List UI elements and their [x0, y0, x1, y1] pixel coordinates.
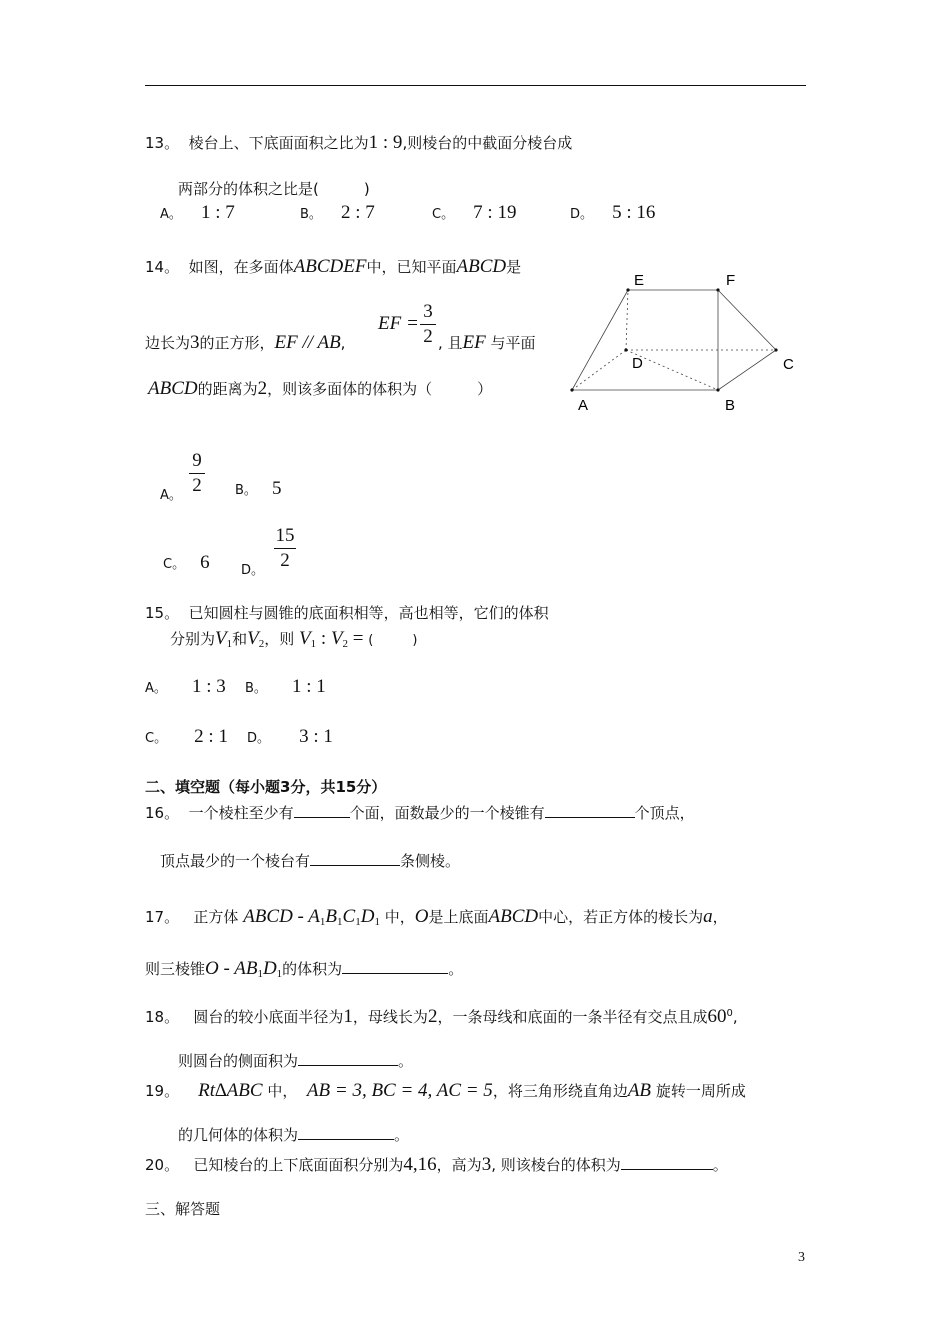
- q13-option-b[interactable]: B。 2 : 7: [300, 202, 375, 223]
- q15-line1: 15。 已知圆柱与圆锥的底面积相等，高也相等，它们的体积: [145, 604, 549, 622]
- section-answer-heading: 三、解答题: [145, 1200, 221, 1218]
- vertex-e-label: E: [634, 272, 645, 289]
- q14-line1: 14。 如图，在多面体ABCDEF中，已知平面ABCD是: [145, 256, 522, 277]
- vertex-d-label: D: [632, 355, 643, 372]
- section-fill-in-blank-heading: 二、填空题（每小题3分，共15分）: [145, 778, 387, 796]
- q13-option-d[interactable]: D。 5 : 16: [570, 202, 656, 223]
- q13-number: 13。: [145, 134, 180, 152]
- q14-option-a-fraction[interactable]: 9 2: [189, 450, 205, 497]
- q14-polyhedron: ABCDEF: [293, 256, 367, 277]
- q16-blank-1[interactable]: [294, 803, 350, 818]
- page-number: 3: [798, 1250, 805, 1265]
- q20-line1: 20。 已知棱台的上下底面面积分别为4,16，高为3, 则该棱台的体积为 。: [145, 1154, 728, 1175]
- q14-option-c[interactable]: C。 6: [163, 552, 210, 573]
- q18-blank[interactable]: [298, 1051, 398, 1066]
- vertex-c-label: C: [783, 356, 794, 373]
- q15-option-a[interactable]: A。 1 : 3: [145, 676, 226, 697]
- q19-blank[interactable]: [298, 1125, 394, 1140]
- q13-ratio: 1 : 9: [368, 132, 403, 153]
- q13-line2: 两部分的体积之比是( ): [178, 180, 370, 198]
- q13-line1: 13。 棱台上、下底面面积之比为1 : 9,则棱台的中截面分棱台成: [145, 132, 573, 153]
- q17-blank[interactable]: [342, 959, 448, 974]
- vertex-f-label: F: [726, 272, 736, 289]
- q14-line3: ABCD的距离为2，则该多面体的体积为（ ）: [148, 378, 493, 399]
- q14-option-d-fraction[interactable]: 15 2: [275, 525, 295, 571]
- q19-line1: 19。 Rt∆ABC 中， AB = 3, BC = 4, AC = 5，将三角形绕直角边AB 旋转一周所成: [145, 1080, 746, 1101]
- q20-blank[interactable]: [621, 1155, 713, 1170]
- q13-option-a[interactable]: A。 1 : 7: [160, 202, 235, 223]
- q15-line2: 分别为$V_1$和$V_2$，则 $V_1$ : $V_2$ = ( ): [170, 628, 418, 650]
- q18-line2: 则圆台的侧面积为 。: [178, 1052, 414, 1070]
- q17-line1: 17。 正方体 ABCD - $A_1B_1C_1D_1$ 中，O是上底面ABCD中心，若正方体的棱长为a，: [145, 906, 728, 928]
- q13-option-c[interactable]: C。 7 : 19: [432, 202, 517, 223]
- q16-line2: 顶点最少的一个棱台有 条侧棱。: [160, 852, 461, 870]
- q14-line2: 边长为3的正方形，EF // AB,: [145, 332, 346, 353]
- q14-ef-fraction: 3 2: [420, 301, 436, 348]
- q15-option-c[interactable]: C。 2 : 1: [145, 726, 228, 747]
- q13-text: 棱台上、下底面面积之比为: [188, 134, 369, 152]
- q16-blank-2[interactable]: [545, 803, 635, 818]
- q14-ef-lhs: EF =: [378, 313, 419, 334]
- q14-polyhedron-figure: [560, 268, 810, 416]
- vertex-b-label: B: [725, 397, 736, 414]
- q14-option-a-label[interactable]: A。: [160, 488, 182, 503]
- q19-line2: 的几何体的体积为 。: [178, 1126, 410, 1144]
- q17-line2: 则三棱锥O - $AB_1D_1$的体积为 。: [145, 958, 464, 980]
- vertex-a-label: A: [578, 397, 589, 414]
- q16-blank-3[interactable]: [310, 851, 400, 866]
- header-rule: [145, 85, 806, 86]
- q15-option-d[interactable]: D。 3 : 1: [247, 726, 333, 747]
- q16-line1: 16。 一个棱柱至少有 个面，面数最少的一个棱锥有 个顶点，: [145, 804, 695, 822]
- q14-option-d-label[interactable]: D。: [241, 563, 265, 578]
- q14-line2b: , 且EF 与平面: [438, 332, 536, 353]
- q15-option-b[interactable]: B。 1 : 1: [245, 676, 326, 697]
- q18-line1: 18。 圆台的较小底面半径为1，母线长为2，一条母线和底面的一条半径有交点且成$60^0$,: [145, 1006, 738, 1027]
- q14-option-b[interactable]: B。 5: [235, 478, 282, 499]
